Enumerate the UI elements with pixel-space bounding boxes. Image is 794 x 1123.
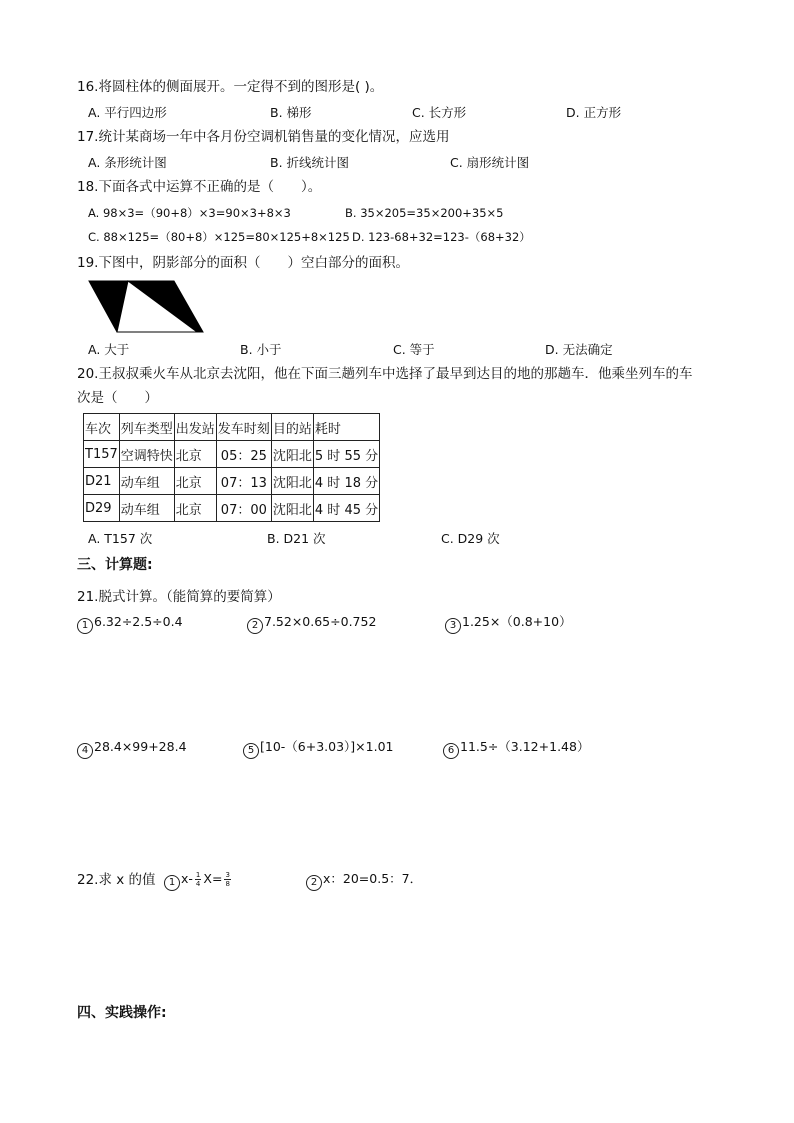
q21-item-5 xyxy=(243,741,393,759)
table-cell: 沈阳北 xyxy=(271,468,313,495)
q18-stem: 18.下面各式中运算不正确的是（ ）。 xyxy=(77,179,322,195)
q20-option-b[interactable]: B. D21 次 xyxy=(267,531,326,546)
table-cell: 07：00 xyxy=(216,495,271,522)
q16-option-c[interactable]: C. 长方形 xyxy=(412,105,467,120)
table-cell: 北京 xyxy=(174,495,216,522)
table-cell: 空调特快 xyxy=(119,441,174,468)
q18-option-b[interactable]: B. 35×205=35×200+35×5 xyxy=(345,206,504,220)
train-schedule-table xyxy=(83,413,380,522)
header-cell: 出发站 xyxy=(174,414,216,441)
table-row xyxy=(84,495,380,522)
table-cell: 沈阳北 xyxy=(271,495,313,522)
q19-option-c[interactable]: C. 等于 xyxy=(393,342,435,357)
q18-option-c[interactable]: C. 88×125=（80+8）×125=80×125+8×125 xyxy=(88,230,350,244)
q21-item-3 xyxy=(445,616,572,634)
q18-option-a[interactable]: A. 98×3=（90+8）×3=90×3+8×3 xyxy=(88,206,291,220)
header-cell: 发车时刻 xyxy=(216,414,271,441)
table-row xyxy=(84,468,380,495)
q21-stem: 21.脱式计算。（能简算的要简算） xyxy=(77,589,281,605)
header-cell: 车次 xyxy=(84,414,120,441)
q20-option-a[interactable]: A. T157 次 xyxy=(88,531,153,546)
q16-option-b[interactable]: B. 梯形 xyxy=(270,105,312,120)
circled-number-1: 1 xyxy=(164,875,180,891)
q17-option-b[interactable]: B. 折线统计图 xyxy=(270,155,350,170)
expression: [10-（6+3.03）]×1.01 xyxy=(260,739,394,754)
q19-stem: 19.下图中，阴影部分的面积（ ）空白部分的面积。 xyxy=(77,255,409,271)
q16-stem: 16.将圆柱体的侧面展开。一定得不到的图形是( )。 xyxy=(77,79,384,95)
expression: 1.25×（0.8+10） xyxy=(462,614,572,629)
q16-option-d[interactable]: D. 正方形 xyxy=(566,105,622,120)
header-cell: 目的站 xyxy=(271,414,313,441)
q20-option-c[interactable]: C. D29 次 xyxy=(441,531,500,546)
q22-label: 22.求 x 的值 xyxy=(77,872,156,888)
eq1-prefix: x- xyxy=(181,871,193,886)
table-cell: 北京 xyxy=(174,468,216,495)
q17-option-a[interactable]: A. 条形统计图 xyxy=(88,155,167,170)
q21-item-2 xyxy=(247,616,376,634)
table-header-row xyxy=(84,414,380,441)
q18-option-d[interactable]: D. 123-68+32=123-（68+32） xyxy=(352,230,531,244)
q21-item-1 xyxy=(77,616,183,634)
table-cell: 07：13 xyxy=(216,468,271,495)
header-cell: 列车类型 xyxy=(119,414,174,441)
eq1-middle: X= xyxy=(203,871,223,886)
table-cell: 动车组 xyxy=(119,495,174,522)
fraction-one-quarter: $\frac{1}{4}$ xyxy=(195,871,201,888)
q19-option-b[interactable]: B. 小于 xyxy=(240,342,282,357)
circled-number-3: 3 xyxy=(445,618,461,634)
q17-stem: 17.统计某商场一年中各月份空调机销售量的变化情况，应选用 xyxy=(77,129,450,145)
table-cell: 5 时 55 分 xyxy=(313,441,379,468)
table-cell: D21 xyxy=(84,468,120,495)
fraction-three-eighths: $\frac{3}{8}$ xyxy=(225,871,230,888)
q21-item-4 xyxy=(77,741,187,759)
table-cell: T157 xyxy=(84,441,120,468)
q22-equation-2 xyxy=(306,873,422,891)
expression: 28.4×99+28.4 xyxy=(94,739,187,754)
circled-number-2: 2 xyxy=(306,875,322,891)
parallelogram-figure xyxy=(86,279,206,335)
expression: 6.32÷2.5÷0.4 xyxy=(94,614,183,629)
expression: 11.5÷（3.12+1.48） xyxy=(460,739,590,754)
table-row xyxy=(84,441,380,468)
q17-option-c[interactable]: C. 扇形统计图 xyxy=(450,155,530,170)
q19-option-d[interactable]: D. 无法确定 xyxy=(545,342,613,357)
q19-option-a[interactable]: A. 大于 xyxy=(88,342,130,357)
q22-equation-1 xyxy=(164,870,233,891)
table-cell: 4 时 18 分 xyxy=(313,468,379,495)
q16-option-a[interactable]: A. 平行四边形 xyxy=(88,105,167,120)
q20-stem-line2: 次是（ ） xyxy=(77,390,158,406)
table-cell: 4 时 45 分 xyxy=(313,495,379,522)
expression: 7.52×0.65÷0.752 xyxy=(264,614,377,629)
table-cell: 05：25 xyxy=(216,441,271,468)
circled-number-4: 4 xyxy=(77,743,93,759)
section-4-heading: 四、实践操作: xyxy=(77,1005,167,1021)
table-cell: 动车组 xyxy=(119,468,174,495)
circled-number-2: 2 xyxy=(247,618,263,634)
table-cell: 沈阳北 xyxy=(271,441,313,468)
q20-stem-line1: 20.王叔叔乘火车从北京去沈阳，他在下面三趟列车中选择了最早到达目的地的那趟车．他乘坐列车的车 xyxy=(77,366,693,382)
circled-number-1: 1 xyxy=(77,618,93,634)
table-cell: D29 xyxy=(84,495,120,522)
section-3-heading: 三、计算题: xyxy=(77,557,153,573)
table-cell: 北京 xyxy=(174,441,216,468)
header-cell: 耗时 xyxy=(313,414,379,441)
expression: x：20=0.5：7． xyxy=(323,871,423,886)
circled-number-6: 6 xyxy=(443,743,459,759)
circled-number-5: 5 xyxy=(243,743,259,759)
q21-item-6 xyxy=(443,741,589,759)
